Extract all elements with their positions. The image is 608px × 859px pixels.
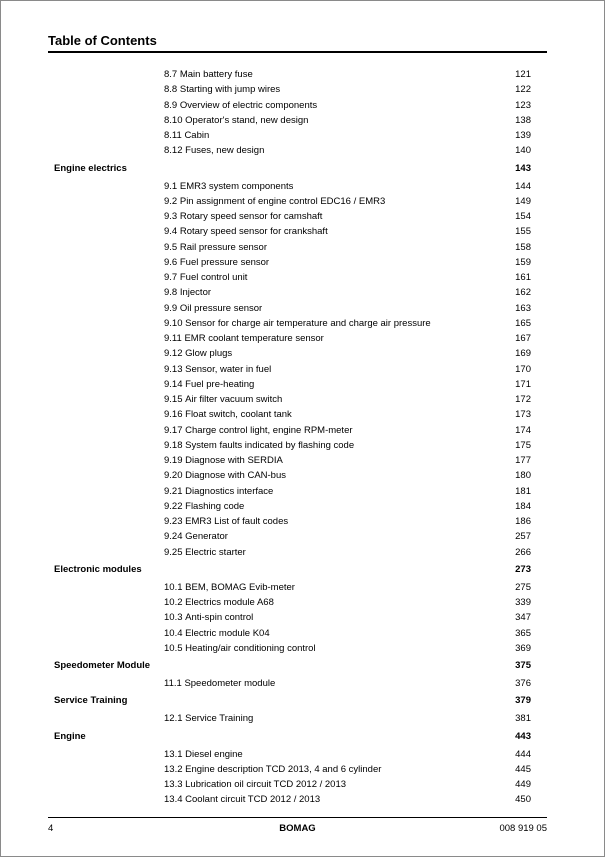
toc-entry-number: 12.1 <box>164 713 183 725</box>
toc-entry-page: 449 <box>515 779 531 790</box>
page-header <box>48 33 547 53</box>
toc-entry-number: 10.5 <box>164 642 183 654</box>
toc-entry-label: Diesel engine <box>185 748 243 760</box>
toc-entry-text <box>164 377 254 392</box>
toc-entry[interactable] <box>0 113 608 128</box>
toc-entry[interactable] <box>0 209 608 224</box>
toc-entry[interactable] <box>0 331 608 346</box>
toc-entry[interactable] <box>0 143 608 158</box>
toc-entry[interactable] <box>0 610 608 625</box>
toc-entry-label: Diagnose with CAN-bus <box>185 470 286 482</box>
toc-entry-number: 9.6 <box>164 256 178 268</box>
toc-entry-number: 9.17 <box>164 424 183 436</box>
toc-entry-number: 9.24 <box>164 531 183 543</box>
toc-chapter-title: Engine <box>54 730 86 742</box>
toc-entry-text <box>164 301 262 316</box>
toc-entry-page: 154 <box>515 211 531 222</box>
footer-doc-number: 008 919 05 <box>499 823 547 834</box>
toc-entry-label: Float switch, coolant tank <box>185 409 292 421</box>
toc-entry-label: Sensor for charge air temperature and charge air pressure <box>185 317 431 329</box>
toc-entry-label: Electric starter <box>185 546 246 558</box>
toc-chapter[interactable] <box>0 562 608 578</box>
toc-entry-label: Generator <box>185 531 228 543</box>
toc-entry-text <box>164 128 209 143</box>
toc-entry[interactable] <box>0 545 608 560</box>
toc-entry-number: 9.8 <box>164 287 178 299</box>
toc-entry[interactable] <box>0 514 608 529</box>
toc-entry[interactable] <box>0 529 608 544</box>
toc-entry-label: Overview of electric components <box>179 99 318 111</box>
toc-entry-text <box>164 484 273 499</box>
toc-entry-text <box>164 362 271 377</box>
toc-entry[interactable] <box>0 392 608 407</box>
toc-entry-label: Electrics module A68 <box>185 597 274 608</box>
toc-entry[interactable] <box>0 128 608 143</box>
toc-entry[interactable] <box>0 179 608 194</box>
toc-entry-page: 121 <box>515 69 531 80</box>
toc-entry-page: 162 <box>515 287 531 299</box>
toc-entry-text <box>164 468 286 483</box>
toc-entry-page: 369 <box>515 642 531 654</box>
toc-entry-text <box>164 453 283 468</box>
toc-entry-page: 257 <box>515 531 531 543</box>
toc-entry-text <box>164 209 322 224</box>
toc-entry-page: 175 <box>515 439 531 451</box>
toc-entry-text <box>164 255 269 270</box>
toc-entry-page: 173 <box>515 409 531 421</box>
toc-entry-page: 275 <box>515 581 531 593</box>
toc-entry-label: Speedometer module <box>184 678 276 689</box>
toc-entry-number: 13.1 <box>164 748 183 760</box>
toc-entry-label: Air filter vacuum switch <box>185 394 283 405</box>
toc-entry-label: Lubrication oil circuit TCD 2012 / 2013 <box>185 779 347 790</box>
toc-entry[interactable] <box>0 67 608 82</box>
toc-entry-page: 376 <box>515 678 531 689</box>
toc-entry-page: 158 <box>515 241 531 253</box>
toc-entry[interactable] <box>0 641 608 656</box>
toc-entry-text <box>164 747 243 762</box>
toc-entry-label: Electric module K04 <box>185 627 270 639</box>
toc-entry-text <box>164 240 267 255</box>
footer-rule <box>48 817 547 818</box>
toc-entry-number: 9.1 <box>164 180 178 192</box>
toc-entry-page: 163 <box>515 302 531 314</box>
toc-entry-number: 10.1 <box>164 581 183 593</box>
page-footer <box>48 817 547 837</box>
toc-entry[interactable] <box>0 580 608 595</box>
toc-entry-page: 167 <box>515 333 531 344</box>
toc-entry-text <box>164 514 288 529</box>
toc-entry-number: 9.13 <box>164 363 183 375</box>
toc-entry-label: Service Training <box>185 713 254 725</box>
toc-entry-number: 9.15 <box>164 394 183 405</box>
table-of-contents <box>0 67 608 808</box>
toc-entry-page: 444 <box>515 748 531 760</box>
toc-entry-page: 169 <box>515 348 531 360</box>
toc-entry-number: 8.8 <box>164 84 178 96</box>
toc-entry-number: 11.1 <box>164 678 182 689</box>
toc-chapter-page: 143 <box>515 162 531 174</box>
toc-entry-page: 165 <box>515 317 531 329</box>
toc-entry-text <box>164 82 280 97</box>
toc-entry-text <box>164 545 246 560</box>
toc-entry-label: Fuel pressure sensor <box>179 256 270 268</box>
toc-entry-text <box>164 580 295 595</box>
toc-entry-label: Pin assignment of engine control EDC16 / EMR3 <box>179 195 386 207</box>
toc-entry-text <box>164 626 270 641</box>
toc-entry[interactable] <box>0 316 608 331</box>
toc-entry[interactable] <box>0 255 608 270</box>
toc-entry-number: 9.2 <box>164 195 178 207</box>
title-rule <box>48 51 547 53</box>
toc-entry[interactable] <box>0 423 608 438</box>
toc-entry-number: 10.3 <box>164 612 183 624</box>
toc-entry-number: 9.11 <box>164 333 182 344</box>
toc-chapter-title: Engine electrics <box>54 162 127 174</box>
toc-entry-page: 266 <box>515 546 531 558</box>
toc-entry-number: 8.7 <box>164 69 178 80</box>
toc-entry-number: 10.4 <box>164 627 183 639</box>
toc-entry-label: BEM, BOMAG Evib-meter <box>185 581 295 593</box>
toc-entry-number: 9.22 <box>164 500 183 512</box>
toc-entry-page: 381 <box>515 713 531 725</box>
toc-entry-page: 445 <box>515 763 531 775</box>
toc-entry[interactable] <box>0 285 608 300</box>
toc-chapter-page: 443 <box>515 730 531 742</box>
toc-entry-text <box>164 392 282 407</box>
toc-entry-label: Oil pressure sensor <box>179 302 263 314</box>
toc-entry-text <box>164 179 293 194</box>
toc-entry[interactable] <box>0 792 608 807</box>
toc-entry-text <box>164 792 320 807</box>
toc-entry-label: EMR3 List of fault codes <box>185 516 289 527</box>
toc-entry[interactable] <box>0 777 608 792</box>
toc-entry-label: Sensor, water in fuel <box>185 363 272 375</box>
toc-entry-number: 8.9 <box>164 99 178 111</box>
toc-entry[interactable] <box>0 98 608 113</box>
toc-entry-text <box>164 676 275 691</box>
toc-entry[interactable] <box>0 626 608 641</box>
toc-entry-label: Operator's stand, new design <box>185 114 309 126</box>
toc-entry-number: 9.23 <box>164 516 183 527</box>
toc-entry-page: 180 <box>515 470 531 482</box>
toc-entry-label: Fuses, new design <box>185 145 265 157</box>
toc-entry-text <box>164 143 264 158</box>
toc-entry-text <box>164 711 253 726</box>
toc-entry[interactable] <box>0 595 608 610</box>
toc-entry-label: Rotary speed sensor for crankshaft <box>179 226 328 238</box>
toc-chapter-title: Electronic modules <box>54 563 142 575</box>
toc-chapter[interactable] <box>0 658 608 674</box>
toc-entry[interactable] <box>0 377 608 392</box>
toc-entry[interactable] <box>0 499 608 514</box>
toc-entry-number: 8.12 <box>164 145 183 157</box>
toc-entry[interactable] <box>0 224 608 239</box>
toc-entry-number: 9.20 <box>164 470 183 482</box>
toc-entry-page: 339 <box>515 597 531 608</box>
toc-entry-page: 171 <box>515 378 531 390</box>
toc-chapter[interactable] <box>0 729 608 745</box>
page-title: Table of Contents <box>48 33 157 48</box>
toc-entry-page: 140 <box>515 145 531 157</box>
toc-entry-number: 9.21 <box>164 485 183 497</box>
toc-entry-page: 184 <box>515 500 531 512</box>
toc-entry-page: 170 <box>515 363 531 375</box>
toc-entry-page: 450 <box>515 794 531 806</box>
toc-entry-page: 177 <box>515 455 531 466</box>
toc-entry-number: 9.5 <box>164 241 178 253</box>
toc-entry-text <box>164 423 353 438</box>
toc-entry-label: Cabin <box>184 130 210 141</box>
toc-entry[interactable] <box>0 194 608 209</box>
toc-entry-text <box>164 529 228 544</box>
toc-entry-number: 13.3 <box>164 779 183 790</box>
toc-entry-page: 365 <box>515 627 531 639</box>
toc-entry-text <box>164 762 381 777</box>
toc-chapter[interactable] <box>0 693 608 709</box>
toc-entry-number: 9.9 <box>164 302 178 314</box>
toc-entry-number: 13.2 <box>164 763 183 775</box>
toc-entry-text <box>164 331 324 346</box>
toc-entry-label: Injector <box>179 287 212 299</box>
toc-entry-page: 138 <box>515 114 531 126</box>
toc-entry-text <box>164 194 385 209</box>
toc-entry-label: Engine description TCD 2013, 4 and 6 cylinder <box>185 763 382 775</box>
toc-entry[interactable] <box>0 346 608 361</box>
toc-entry[interactable] <box>0 711 608 726</box>
toc-entry-number: 9.3 <box>164 211 178 222</box>
toc-entry-page: 155 <box>515 226 531 238</box>
toc-entry-label: Diagnose with SERDIA <box>185 455 283 466</box>
toc-entry-page: 186 <box>515 516 531 527</box>
toc-chapter-title: Speedometer Module <box>54 660 151 671</box>
toc-entry-text <box>164 595 274 610</box>
toc-entry-text <box>164 438 354 453</box>
toc-entry-page: 144 <box>515 180 531 192</box>
toc-entry-page: 123 <box>515 99 531 111</box>
toc-entry[interactable] <box>0 438 608 453</box>
toc-entry-number: 13.4 <box>164 794 183 806</box>
toc-entry-number: 9.19 <box>164 455 183 466</box>
toc-entry-text <box>164 98 317 113</box>
toc-entry-text <box>164 407 292 422</box>
toc-chapter-title: Service Training <box>54 695 128 707</box>
toc-chapter[interactable] <box>0 161 608 177</box>
toc-entry-number: 10.2 <box>164 597 183 608</box>
toc-entry-page: 149 <box>515 195 531 207</box>
toc-entry[interactable] <box>0 762 608 777</box>
toc-entry-label: Flashing code <box>185 500 245 512</box>
toc-entry-label: Charge control light, engine RPM-meter <box>185 424 353 436</box>
toc-entry-number: 9.10 <box>164 317 183 329</box>
toc-entry[interactable] <box>0 301 608 316</box>
toc-entry-label: Heating/air conditioning control <box>185 642 316 654</box>
toc-entry-text <box>164 610 253 625</box>
toc-entry[interactable] <box>0 82 608 97</box>
toc-entry-text <box>164 777 346 792</box>
footer-page-number: 4 <box>48 823 54 834</box>
toc-chapter-page: 273 <box>515 563 531 575</box>
toc-entry-text <box>164 224 328 239</box>
toc-entry[interactable] <box>0 747 608 762</box>
toc-entry-page: 159 <box>515 256 531 268</box>
toc-entry-text <box>164 499 244 514</box>
toc-entry-number: 9.4 <box>164 226 178 238</box>
toc-entry-number: 9.16 <box>164 409 183 421</box>
toc-entry-label: EMR coolant temperature sensor <box>184 333 324 344</box>
toc-entry-page: 139 <box>515 130 531 141</box>
toc-entry[interactable] <box>0 362 608 377</box>
footer-brand: BOMAG <box>279 823 316 834</box>
toc-entry-text <box>164 316 431 331</box>
toc-entry-number: 8.10 <box>164 114 183 126</box>
toc-entry-label: Main battery fuse <box>179 69 253 80</box>
toc-entry-page: 161 <box>515 272 531 283</box>
toc-entry-label: Fuel pre-heating <box>185 378 255 390</box>
toc-entry[interactable] <box>0 270 608 285</box>
toc-entry-text <box>164 67 253 82</box>
toc-entry-label: EMR3 system components <box>179 180 294 192</box>
toc-entry-label: Coolant circuit TCD 2012 / 2013 <box>185 794 321 806</box>
toc-entry-page: 122 <box>515 84 531 96</box>
toc-entry-label: Fuel control unit <box>179 272 248 283</box>
toc-entry[interactable] <box>0 407 608 422</box>
toc-entry-number: 9.18 <box>164 439 183 451</box>
toc-entry[interactable] <box>0 484 608 499</box>
toc-entry[interactable] <box>0 240 608 255</box>
toc-entry-label: Rail pressure sensor <box>179 241 267 253</box>
toc-entry-label: Rotary speed sensor for camshaft <box>179 211 323 222</box>
toc-entry-label: Diagnostics interface <box>185 485 274 497</box>
toc-entry-label: Starting with jump wires <box>179 84 281 96</box>
toc-entry-label: Glow plugs <box>185 348 233 360</box>
toc-entry-number: 9.14 <box>164 378 183 390</box>
toc-entry-number: 8.11 <box>164 130 182 141</box>
toc-entry-text <box>164 641 316 656</box>
toc-entry-number: 9.25 <box>164 546 183 558</box>
toc-entry-text <box>164 346 232 361</box>
toc-entry-page: 172 <box>515 394 531 405</box>
toc-entry[interactable] <box>0 676 608 691</box>
toc-entry-text <box>164 285 211 300</box>
toc-entry[interactable] <box>0 468 608 483</box>
toc-entry-label: Anti-spin control <box>185 612 254 624</box>
toc-entry-page: 181 <box>515 485 531 497</box>
toc-entry-page: 174 <box>515 424 531 436</box>
toc-entry[interactable] <box>0 453 608 468</box>
toc-entry-text <box>164 270 247 285</box>
toc-entry-label: System faults indicated by flashing code <box>185 439 355 451</box>
toc-chapter-page: 379 <box>515 695 531 707</box>
toc-entry-number: 9.7 <box>164 272 178 283</box>
toc-chapter-page: 375 <box>515 660 531 671</box>
toc-entry-number: 9.12 <box>164 348 183 360</box>
toc-entry-text <box>164 113 308 128</box>
toc-entry-page: 347 <box>515 612 531 624</box>
